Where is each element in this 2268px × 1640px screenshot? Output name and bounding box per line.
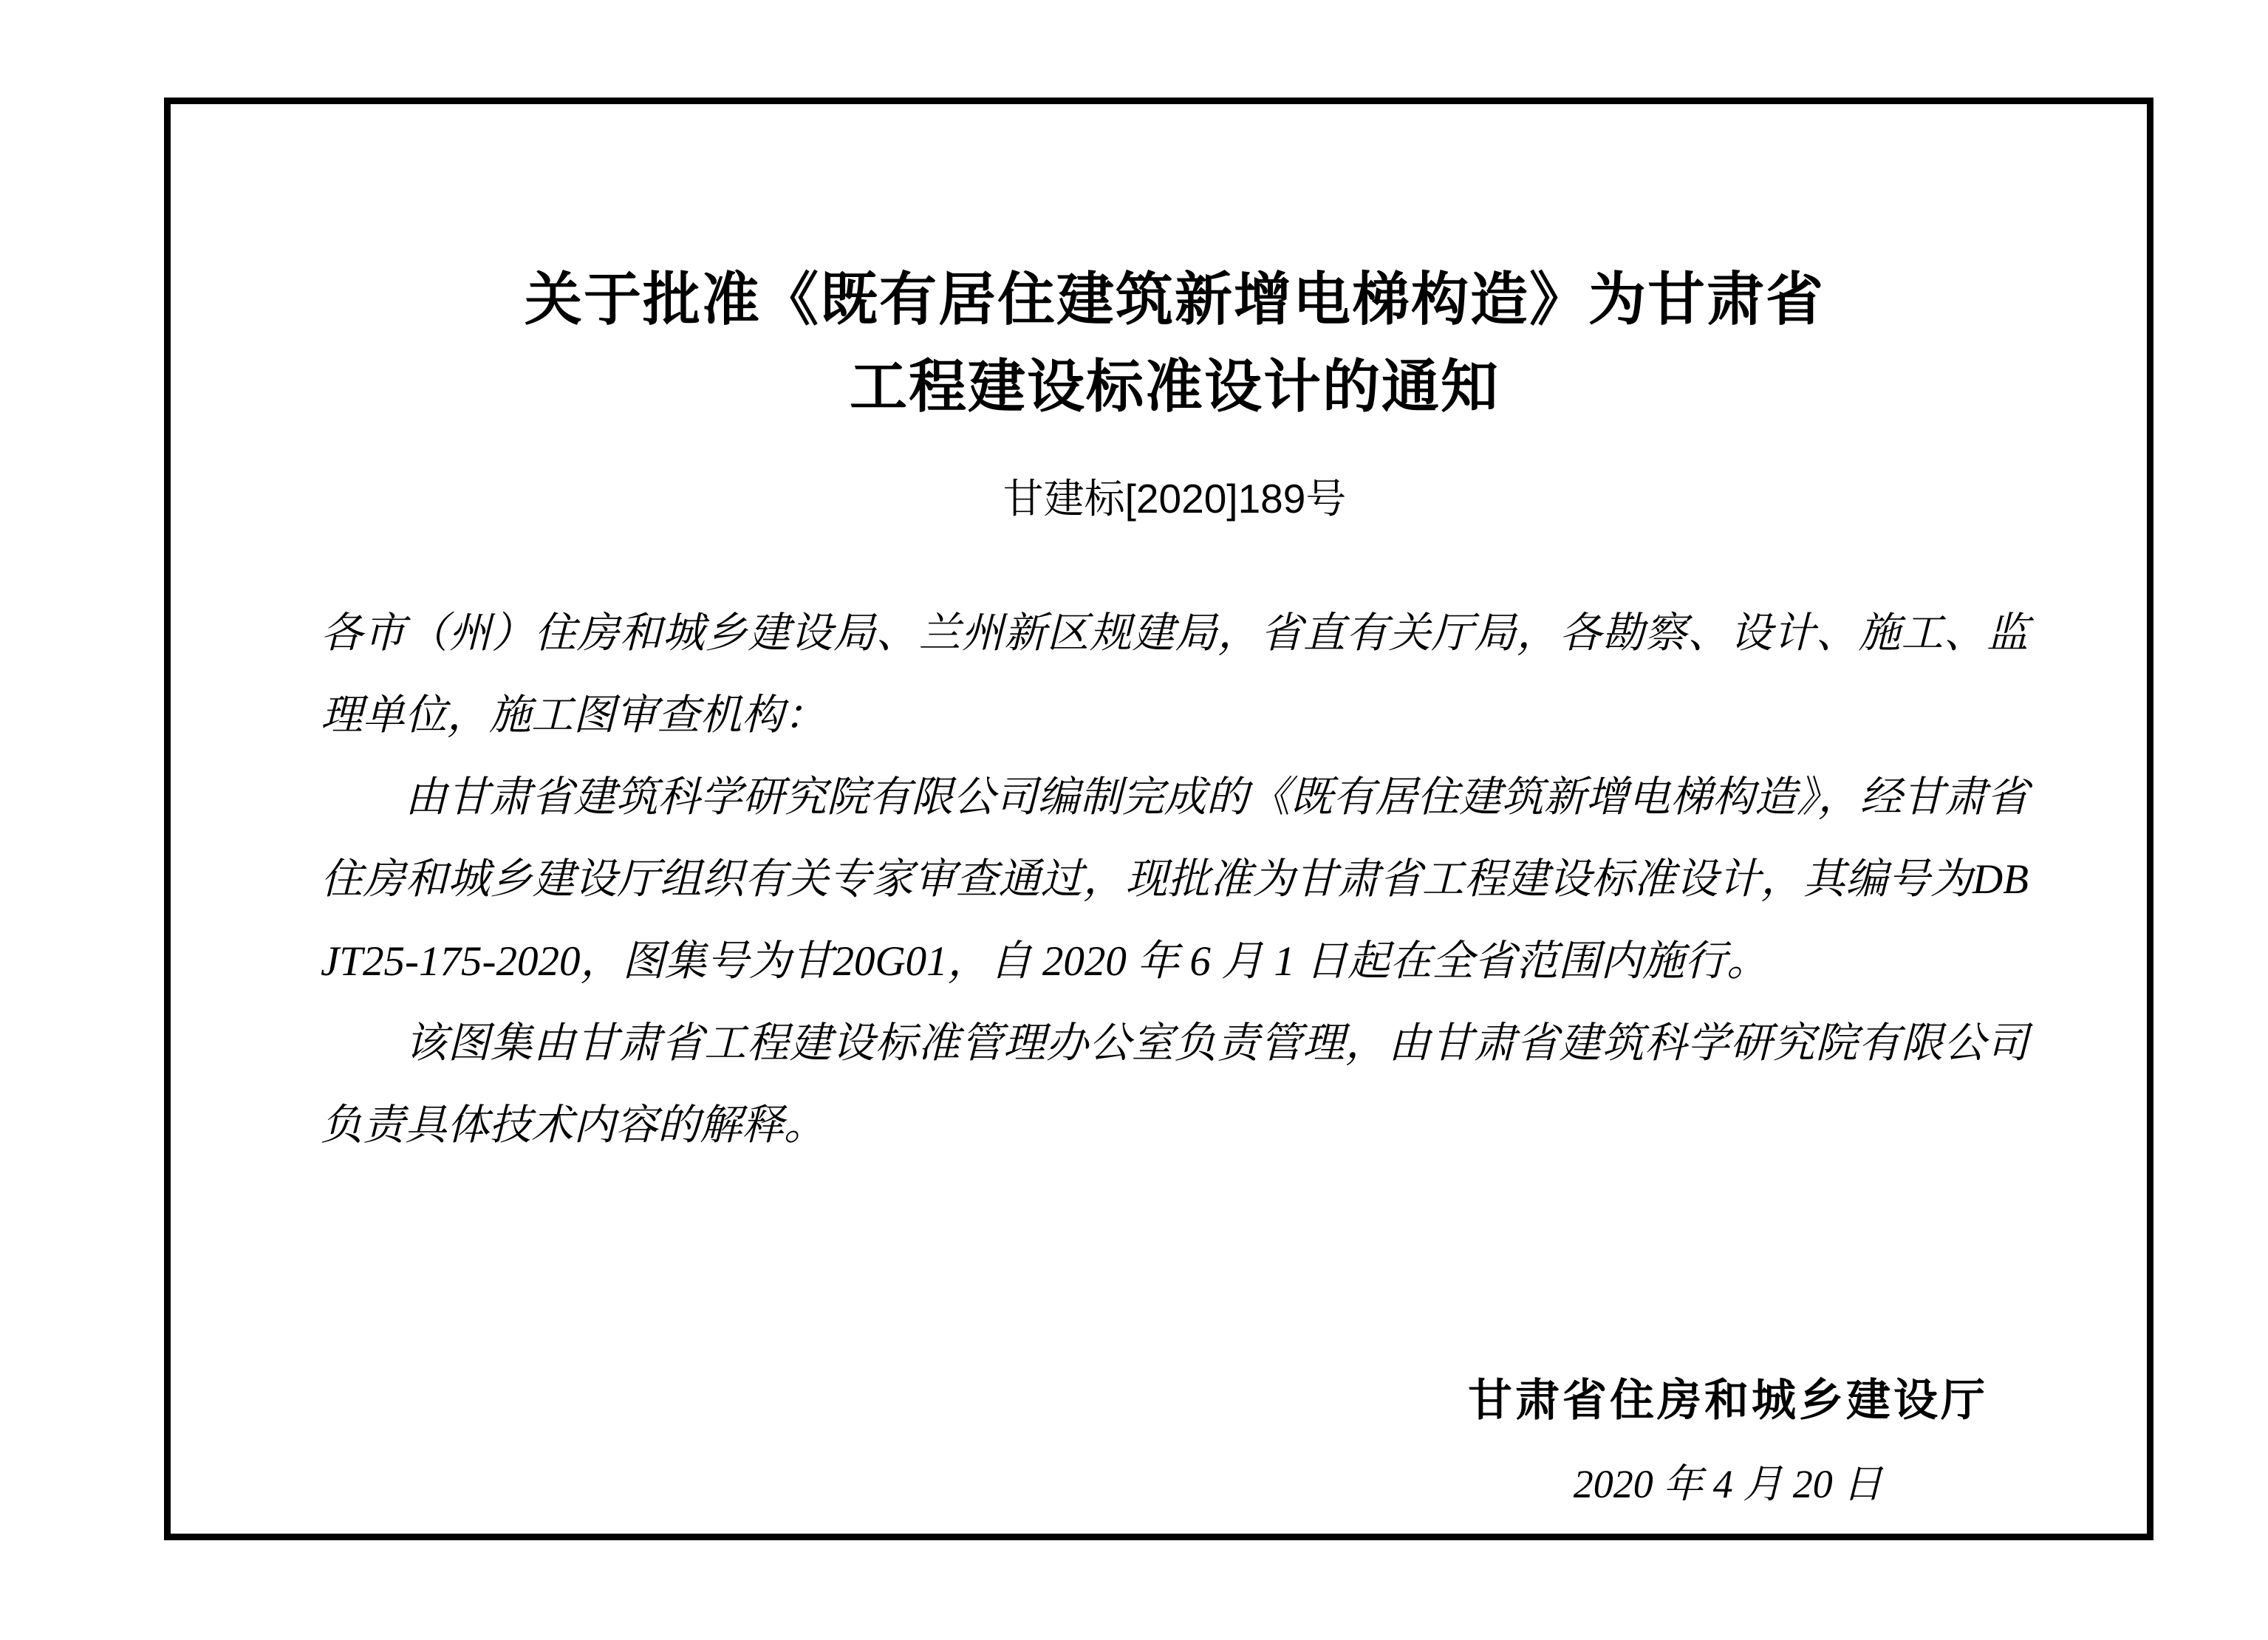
page-title-line2: 工程建设标准设计的通知 <box>849 354 1500 419</box>
page-title <box>321 256 2029 430</box>
body-paragraph-approval: 由甘肃省建筑科学研究院有限公司编制完成的《既有居住建筑新增电梯构造》，经甘肃省住房和城乡建设厅组织有关专家审查通过，现批准为甘肃省工程建设标准设计，其编号为DBJT25-175-2020，图集号为甘20G01，自 2020 年 6 月 1 日起在全省范围内施行。 <box>321 774 2029 985</box>
document-number: 甘建标[2020]189号 <box>1003 476 1347 522</box>
signature-area <box>1468 1360 1988 1521</box>
page-title-line1: 关于批准《既有居住建筑新增电梯构造》为甘肃省 <box>524 267 1825 332</box>
body-text <box>321 592 2029 1166</box>
signature-organization: 甘肃省住房和城乡建设厅 <box>1468 1376 1988 1425</box>
body-paragraph-management: 该图集由甘肃省工程建设标准管理办公室负责管理，由甘肃省建筑科学研究院有限公司负责具体技术内容的解释。 <box>321 1020 2029 1149</box>
body-paragraph-salutation: 各市（州）住房和城乡建设局、兰州新区规建局，省直有关厅局，各勘察、设计、施工、监理单位，施工图审查机构： <box>321 610 2029 739</box>
page-content <box>171 104 2147 1534</box>
signature-date: 2020 年 4 月 20 日 <box>1573 1462 1883 1506</box>
page-border-frame <box>164 98 2153 1540</box>
